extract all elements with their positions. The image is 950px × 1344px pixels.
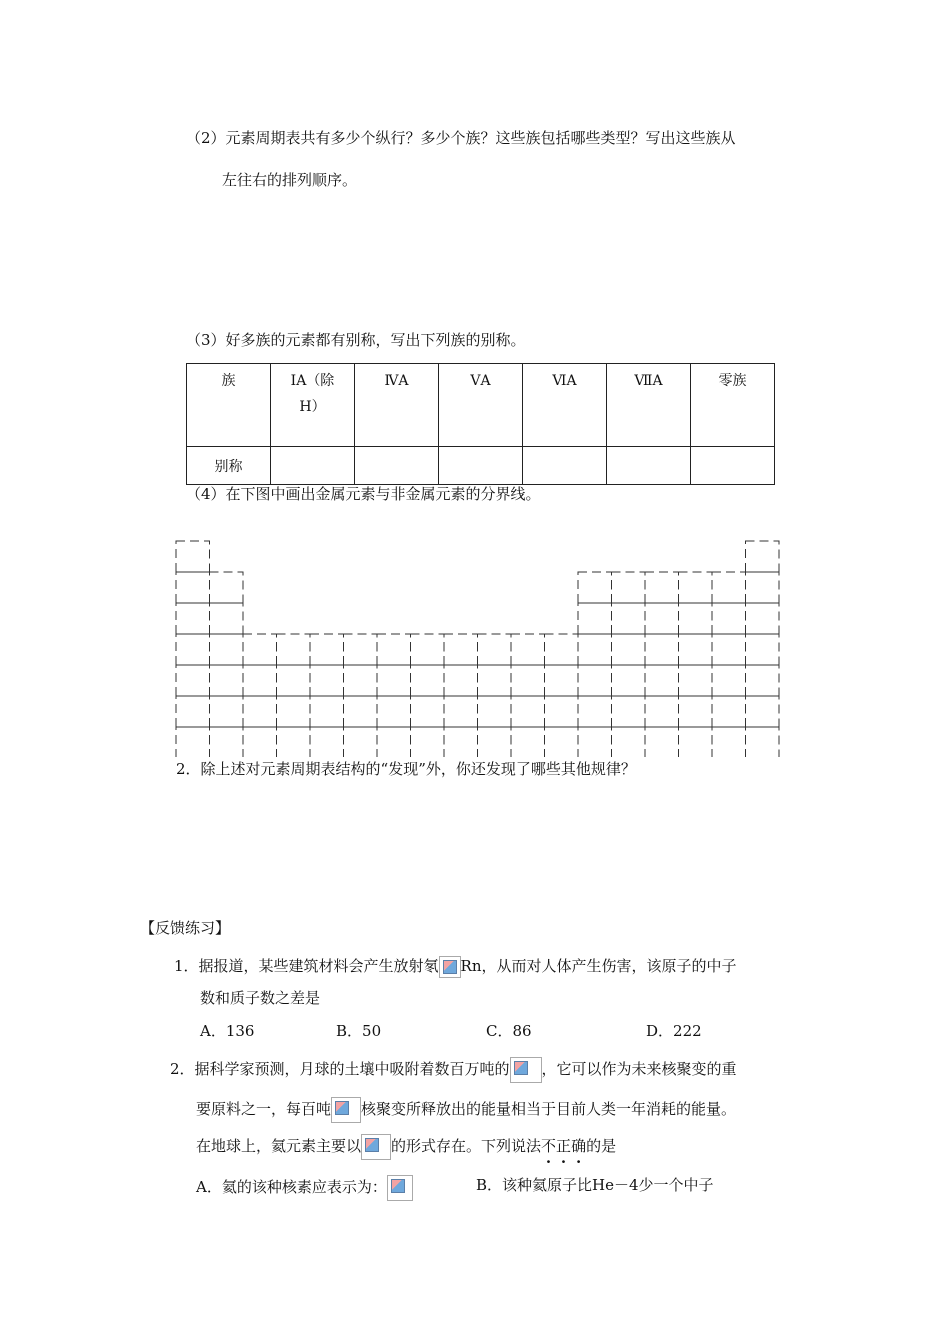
element-cell bbox=[645, 603, 679, 634]
element-cell bbox=[411, 634, 445, 665]
p2-option-b[interactable]: B．该种氦原子比He－4少一个中子 bbox=[476, 1176, 714, 1194]
element-cell bbox=[411, 696, 445, 727]
answer-cell[interactable] bbox=[355, 447, 439, 485]
element-cell bbox=[612, 665, 646, 696]
element-cell bbox=[511, 727, 545, 757]
element-cell bbox=[511, 696, 545, 727]
element-cell bbox=[478, 634, 512, 665]
element-cell bbox=[277, 634, 311, 665]
element-cell bbox=[377, 727, 411, 757]
element-cell bbox=[176, 696, 210, 727]
table-cell: 零族 bbox=[691, 364, 775, 447]
element-cell bbox=[210, 696, 244, 727]
element-cell bbox=[645, 727, 679, 757]
element-cell bbox=[645, 665, 679, 696]
element-cell bbox=[545, 727, 579, 757]
element-cell bbox=[645, 696, 679, 727]
element-cell bbox=[612, 696, 646, 727]
emphasis-not-correct: 不正确 bbox=[541, 1137, 587, 1155]
element-cell bbox=[679, 727, 713, 757]
element-cell bbox=[478, 665, 512, 696]
element-cell bbox=[712, 665, 746, 696]
element-cell bbox=[679, 665, 713, 696]
p1-line2: 数和质子数之差是 bbox=[200, 989, 321, 1007]
element-cell bbox=[411, 727, 445, 757]
element-cell bbox=[679, 696, 713, 727]
p2-option-a[interactable]: A．氦的该种核素应表示为： bbox=[196, 1175, 413, 1201]
periodic-table-outline[interactable] bbox=[170, 535, 780, 757]
answer-cell[interactable] bbox=[439, 447, 523, 485]
element-cell bbox=[478, 727, 512, 757]
element-cell bbox=[310, 727, 344, 757]
helium-isotope-image bbox=[331, 1097, 361, 1123]
element-cell bbox=[176, 541, 210, 572]
answer-cell[interactable] bbox=[271, 447, 355, 485]
p1-option-a[interactable]: A．136 bbox=[200, 1022, 255, 1040]
table-row bbox=[187, 447, 775, 485]
element-cell bbox=[377, 634, 411, 665]
item2-text: 2．除上述对元素周期表结构的“发现”外，你还发现了哪些其他规律？ bbox=[176, 760, 636, 778]
element-cell bbox=[746, 634, 780, 665]
element-cell bbox=[578, 696, 612, 727]
answer-cell[interactable] bbox=[523, 447, 607, 485]
element-cell bbox=[511, 634, 545, 665]
element-cell bbox=[444, 696, 478, 727]
element-cell bbox=[578, 634, 612, 665]
element-cell bbox=[444, 727, 478, 757]
element-cell bbox=[612, 634, 646, 665]
p1-option-d[interactable]: D．222 bbox=[646, 1022, 702, 1040]
table-cell: 别称 bbox=[187, 447, 271, 485]
feedback-title: 【反馈练习】 bbox=[140, 919, 231, 937]
element-cell bbox=[344, 634, 378, 665]
table-cell: ⅥA bbox=[523, 364, 607, 447]
element-cell bbox=[712, 634, 746, 665]
q3-text: （3）好多族的元素都有别称，写出下列族的别称。 bbox=[186, 331, 526, 349]
element-cell bbox=[344, 727, 378, 757]
element-cell bbox=[746, 541, 780, 572]
element-cell bbox=[578, 727, 612, 757]
table-cell: ⅦA bbox=[607, 364, 691, 447]
element-cell bbox=[712, 572, 746, 603]
element-cell bbox=[176, 665, 210, 696]
element-cell bbox=[176, 603, 210, 634]
element-cell bbox=[243, 665, 277, 696]
element-cell bbox=[578, 572, 612, 603]
element-cell bbox=[679, 572, 713, 603]
group-alias-table bbox=[186, 363, 775, 485]
element-cell bbox=[210, 634, 244, 665]
table-cell: ⅠA（除 H） bbox=[271, 364, 355, 447]
element-cell bbox=[511, 665, 545, 696]
element-cell bbox=[344, 696, 378, 727]
element-cell bbox=[612, 572, 646, 603]
element-cell bbox=[444, 665, 478, 696]
element-cell bbox=[344, 665, 378, 696]
helium-isotope-image bbox=[361, 1134, 391, 1160]
q2-line2: 左往右的排列顺序。 bbox=[222, 171, 358, 189]
element-cell bbox=[746, 727, 780, 757]
element-cell bbox=[679, 603, 713, 634]
element-cell bbox=[478, 696, 512, 727]
element-cell bbox=[277, 696, 311, 727]
element-cell bbox=[578, 603, 612, 634]
element-cell bbox=[310, 696, 344, 727]
element-cell bbox=[243, 696, 277, 727]
element-cell bbox=[578, 665, 612, 696]
table-cell: 族 bbox=[187, 364, 271, 447]
p1-option-c[interactable]: C．86 bbox=[486, 1022, 532, 1040]
element-cell bbox=[377, 665, 411, 696]
table-cell: ⅣA bbox=[355, 364, 439, 447]
element-cell bbox=[210, 603, 244, 634]
element-cell bbox=[277, 665, 311, 696]
element-cell bbox=[612, 603, 646, 634]
element-cell bbox=[310, 665, 344, 696]
element-cell bbox=[545, 696, 579, 727]
helium-notation-image bbox=[387, 1175, 413, 1201]
element-cell bbox=[210, 665, 244, 696]
helium-isotope-image bbox=[510, 1057, 542, 1083]
element-cell bbox=[176, 727, 210, 757]
element-cell bbox=[210, 572, 244, 603]
q2-line1: （2）元素周期表共有多少个纵行？多少个族？这些族包括哪些类型？写出这些族从 bbox=[186, 129, 736, 147]
q4-text: （4）在下图中画出金属元素与非金属元素的分界线。 bbox=[186, 485, 541, 503]
answer-cell[interactable] bbox=[691, 447, 775, 485]
radon-isotope-image bbox=[439, 956, 461, 978]
p2-line3: 在地球上，氦元素主要以 的形式存在。下列说法不正确的是 bbox=[196, 1134, 616, 1160]
element-cell bbox=[645, 634, 679, 665]
element-cell bbox=[243, 727, 277, 757]
element-cell bbox=[411, 665, 445, 696]
element-cell bbox=[176, 634, 210, 665]
element-cell bbox=[645, 572, 679, 603]
element-cell bbox=[243, 634, 277, 665]
element-cell bbox=[210, 727, 244, 757]
element-cell bbox=[746, 696, 780, 727]
element-cell bbox=[277, 727, 311, 757]
table-row bbox=[187, 364, 775, 447]
answer-cell[interactable] bbox=[607, 447, 691, 485]
element-cell bbox=[176, 572, 210, 603]
element-cell bbox=[679, 634, 713, 665]
element-cell bbox=[712, 696, 746, 727]
p1-line1: 1．据报道，某些建筑材料会产生放射氡 Rn，从而对人体产生伤害，该原子的中子 bbox=[174, 956, 737, 978]
element-cell bbox=[545, 665, 579, 696]
element-cell bbox=[310, 634, 344, 665]
p2-line2: 要原料之一，每百吨 核聚变所释放出的能量相当于目前人类一年消耗的能量。 bbox=[196, 1097, 736, 1123]
element-cell bbox=[545, 634, 579, 665]
element-cell bbox=[746, 603, 780, 634]
p1-option-b[interactable]: B．50 bbox=[336, 1022, 382, 1040]
element-cell bbox=[712, 727, 746, 757]
element-cell bbox=[612, 727, 646, 757]
element-cell bbox=[746, 665, 780, 696]
element-cell bbox=[444, 634, 478, 665]
table-cell: ⅤA bbox=[439, 364, 523, 447]
element-cell bbox=[377, 696, 411, 727]
p2-line1: 2．据科学家预测，月球的土壤中吸附着数百万吨的 ，它可以作为未来核聚变的重 bbox=[170, 1057, 737, 1083]
element-cell bbox=[712, 603, 746, 634]
element-cell bbox=[746, 572, 780, 603]
